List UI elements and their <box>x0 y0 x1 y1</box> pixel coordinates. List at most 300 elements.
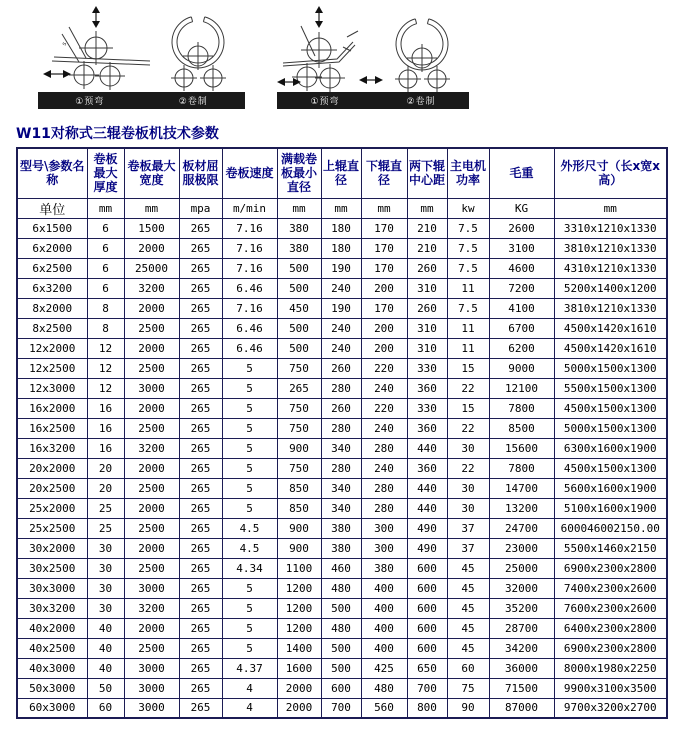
value-cell: 900 <box>277 538 321 558</box>
value-cell: 5 <box>222 398 277 418</box>
value-cell: 45 <box>447 618 489 638</box>
value-cell: 800 <box>407 698 447 718</box>
value-cell: 380 <box>361 558 407 578</box>
value-cell: 9700x3200x2700 <box>554 698 667 718</box>
value-cell: 2500 <box>124 558 179 578</box>
value-cell: 260 <box>321 358 361 378</box>
value-cell: 600 <box>407 598 447 618</box>
plate-lines <box>283 31 358 66</box>
value-cell: 8000x1980x2250 <box>554 658 667 678</box>
model-cell: 40x2500 <box>17 638 87 658</box>
value-cell: 3200 <box>124 438 179 458</box>
value-cell: 265 <box>179 558 222 578</box>
model-cell: 20x2000 <box>17 458 87 478</box>
value-cell: 37 <box>447 518 489 538</box>
value-cell: 600 <box>407 618 447 638</box>
value-cell: 32000 <box>489 578 554 598</box>
value-cell: 3810x1210x1330 <box>554 238 667 258</box>
model-cell: 30x3200 <box>17 598 87 618</box>
value-cell: 260 <box>407 298 447 318</box>
prebend-and-roll-sketch-2 <box>277 4 469 92</box>
model-cell: 12x3000 <box>17 378 87 398</box>
value-cell: 2500 <box>124 318 179 338</box>
value-cell: 265 <box>179 278 222 298</box>
value-cell: 1200 <box>277 618 321 638</box>
value-cell: 75 <box>447 678 489 698</box>
spec-row-30x2500 <box>17 558 667 578</box>
value-cell: 360 <box>407 378 447 398</box>
value-cell: 2000 <box>124 538 179 558</box>
value-cell: 300 <box>361 538 407 558</box>
value-cell: 280 <box>321 418 361 438</box>
value-cell: 700 <box>321 698 361 718</box>
value-cell: 5200x1400x1200 <box>554 278 667 298</box>
value-cell: 3000 <box>124 698 179 718</box>
col-header-4: 板材屈服极限 <box>179 148 222 198</box>
value-cell: 15600 <box>489 438 554 458</box>
vertical-arrow-icon <box>315 6 323 28</box>
units-row <box>17 198 667 218</box>
model-cell: 6x2500 <box>17 258 87 278</box>
value-cell: 11 <box>447 318 489 338</box>
value-cell: 14700 <box>489 478 554 498</box>
value-cell: 4600 <box>489 258 554 278</box>
value-cell: 3000 <box>124 658 179 678</box>
value-cell: 8500 <box>489 418 554 438</box>
value-cell: 330 <box>407 358 447 378</box>
value-cell: 7.16 <box>222 298 277 318</box>
value-cell: 280 <box>361 478 407 498</box>
value-cell: 5600x1600x1900 <box>554 478 667 498</box>
value-cell: 265 <box>179 258 222 278</box>
value-cell: 440 <box>407 438 447 458</box>
col-header-5: 卷板速度 <box>222 148 277 198</box>
model-cell: 25x2000 <box>17 498 87 518</box>
value-cell: 600 <box>321 678 361 698</box>
model-cell: 25x2500 <box>17 518 87 538</box>
value-cell: 34200 <box>489 638 554 658</box>
value-cell: 180 <box>321 238 361 258</box>
value-cell: 260 <box>407 258 447 278</box>
model-cell: 40x3000 <box>17 658 87 678</box>
value-cell: 600 <box>407 558 447 578</box>
value-cell: 12100 <box>489 378 554 398</box>
roll-bending-diagram-2 <box>277 4 469 109</box>
value-cell: 265 <box>179 218 222 238</box>
value-cell: 12 <box>87 338 124 358</box>
value-cell: 400 <box>361 578 407 598</box>
value-cell: 35200 <box>489 598 554 618</box>
value-cell: 4 <box>222 678 277 698</box>
value-cell: 40 <box>87 658 124 678</box>
model-cell: 8x2000 <box>17 298 87 318</box>
horizontal-arrow-right-icon <box>359 76 383 84</box>
spec-row-20x2000 <box>17 458 667 478</box>
value-cell: 7800 <box>489 398 554 418</box>
spec-row-30x2000 <box>17 538 667 558</box>
model-cell: 30x3000 <box>17 578 87 598</box>
value-cell: 170 <box>361 298 407 318</box>
value-cell: mm <box>87 198 124 218</box>
value-cell: 5 <box>222 458 277 478</box>
spec-row-8x2000 <box>17 298 667 318</box>
value-cell: mpa <box>179 198 222 218</box>
value-cell: m/min <box>222 198 277 218</box>
value-cell: 90 <box>447 698 489 718</box>
spec-row-30x3200 <box>17 598 667 618</box>
value-cell: 2000 <box>277 678 321 698</box>
value-cell: 5 <box>222 598 277 618</box>
value-cell: 6700 <box>489 318 554 338</box>
value-cell: 20 <box>87 458 124 478</box>
value-cell: 2500 <box>124 638 179 658</box>
value-cell: mm <box>321 198 361 218</box>
value-cell: 30 <box>447 478 489 498</box>
value-cell: 16 <box>87 398 124 418</box>
value-cell: 8 <box>87 318 124 338</box>
value-cell: KG <box>489 198 554 218</box>
value-cell: 240 <box>361 378 407 398</box>
value-cell: 8 <box>87 298 124 318</box>
value-cell: 750 <box>277 458 321 478</box>
value-cell: 490 <box>407 538 447 558</box>
value-cell: 265 <box>179 618 222 638</box>
col-header-10: 主电机功率 <box>447 148 489 198</box>
value-cell: 265 <box>179 478 222 498</box>
value-cell: 650 <box>407 658 447 678</box>
value-cell: 6 <box>87 278 124 298</box>
value-cell: 340 <box>321 438 361 458</box>
value-cell: 2500 <box>124 478 179 498</box>
value-cell: 280 <box>361 438 407 458</box>
value-cell: 4.37 <box>222 658 277 678</box>
value-cell: 310 <box>407 278 447 298</box>
model-cell: 30x2000 <box>17 538 87 558</box>
value-cell: 7.5 <box>447 238 489 258</box>
model-cell: 6x1500 <box>17 218 87 238</box>
value-cell: 480 <box>321 578 361 598</box>
value-cell: 11 <box>447 278 489 298</box>
value-cell: 850 <box>277 478 321 498</box>
value-cell: 200 <box>361 338 407 358</box>
value-cell: 310 <box>407 338 447 358</box>
model-cell: 30x2500 <box>17 558 87 578</box>
value-cell: 380 <box>321 538 361 558</box>
value-cell: 330 <box>407 398 447 418</box>
value-cell: 2500 <box>124 518 179 538</box>
value-cell: 4.5 <box>222 538 277 558</box>
value-cell: 240 <box>361 418 407 438</box>
value-cell: 200 <box>361 278 407 298</box>
value-cell: 40 <box>87 638 124 658</box>
model-cell: 20x2500 <box>17 478 87 498</box>
value-cell: 6400x2300x2800 <box>554 618 667 638</box>
vertical-arrow-icon <box>92 6 100 28</box>
model-cell: 单位 <box>17 198 87 218</box>
value-cell: 2000 <box>124 298 179 318</box>
value-cell: 2000 <box>124 338 179 358</box>
caption-roll-1: ②卷制 <box>178 97 208 107</box>
model-cell: 6x2000 <box>17 238 87 258</box>
value-cell: 7800 <box>489 458 554 478</box>
value-cell: 900 <box>277 518 321 538</box>
spec-row-6x2000 <box>17 238 667 258</box>
value-cell: 6.46 <box>222 318 277 338</box>
value-cell: 210 <box>407 238 447 258</box>
value-cell: 6900x2300x2800 <box>554 558 667 578</box>
spec-row-20x2500 <box>17 478 667 498</box>
caption-bar-1 <box>38 92 245 109</box>
value-cell: 2000 <box>124 458 179 478</box>
value-cell: 4500x1420x1610 <box>554 338 667 358</box>
value-cell: 25000 <box>489 558 554 578</box>
value-cell: 2600 <box>489 218 554 238</box>
value-cell: 5 <box>222 618 277 638</box>
value-cell: 9900x3100x3500 <box>554 678 667 698</box>
value-cell: 2000 <box>124 498 179 518</box>
value-cell: 480 <box>361 678 407 698</box>
value-cell: 45 <box>447 558 489 578</box>
value-cell: 280 <box>321 378 361 398</box>
col-header-11: 毛重 <box>489 148 554 198</box>
page-title: W11对称式三辊卷板机技术参数 <box>16 126 219 142</box>
value-cell: 210 <box>407 218 447 238</box>
value-cell: 380 <box>321 518 361 538</box>
value-cell: 265 <box>179 358 222 378</box>
col-header-12: 外形尺寸（长x宽x高） <box>554 148 667 198</box>
value-cell: 310 <box>407 318 447 338</box>
value-cell: 265 <box>179 418 222 438</box>
spec-row-12x3000 <box>17 378 667 398</box>
value-cell: 425 <box>361 658 407 678</box>
value-cell: 4 <box>222 698 277 718</box>
value-cell: 190 <box>321 258 361 278</box>
value-cell: 1200 <box>277 598 321 618</box>
value-cell: 265 <box>277 378 321 398</box>
value-cell: 60 <box>447 658 489 678</box>
value-cell: 7.5 <box>447 258 489 278</box>
bottom-rollers <box>69 61 125 90</box>
value-cell: 13200 <box>489 498 554 518</box>
value-cell: 30 <box>447 498 489 518</box>
value-cell: 190 <box>321 298 361 318</box>
col-header-1: 型号\参数名称 <box>17 148 87 198</box>
value-cell: 2000 <box>277 698 321 718</box>
value-cell: 3200 <box>124 278 179 298</box>
value-cell: 560 <box>361 698 407 718</box>
value-cell: 265 <box>179 658 222 678</box>
value-cell: 260 <box>321 398 361 418</box>
value-cell: 5100x1600x1900 <box>554 498 667 518</box>
value-cell: 5000x1500x1300 <box>554 418 667 438</box>
value-cell: 6300x1600x1900 <box>554 438 667 458</box>
value-cell: 24700 <box>489 518 554 538</box>
value-cell: 4100 <box>489 298 554 318</box>
value-cell: 45 <box>447 638 489 658</box>
value-cell: 280 <box>361 498 407 518</box>
value-cell: 16 <box>87 438 124 458</box>
value-cell: 16 <box>87 418 124 438</box>
value-cell: 265 <box>179 698 222 718</box>
col-header-7: 上辊直径 <box>321 148 361 198</box>
value-cell: 240 <box>321 278 361 298</box>
value-cell: 360 <box>407 458 447 478</box>
value-cell: 1500 <box>124 218 179 238</box>
value-cell: 6 <box>87 258 124 278</box>
value-cell: 2500 <box>124 358 179 378</box>
spec-row-6x1500 <box>17 218 667 238</box>
value-cell: 25 <box>87 518 124 538</box>
value-cell: 40 <box>87 618 124 638</box>
model-cell: 50x3000 <box>17 678 87 698</box>
caption-prebend-2: ①预弯 <box>310 97 340 107</box>
value-cell: 1600 <box>277 658 321 678</box>
value-cell: 750 <box>277 418 321 438</box>
value-cell: 30 <box>87 538 124 558</box>
value-cell: 5500x1500x1300 <box>554 378 667 398</box>
value-cell: 5 <box>222 498 277 518</box>
caption-bar-2 <box>277 92 469 109</box>
value-cell: 36000 <box>489 658 554 678</box>
value-cell: 265 <box>179 678 222 698</box>
value-cell: 3200 <box>124 598 179 618</box>
model-cell: 16x3200 <box>17 438 87 458</box>
value-cell: 440 <box>407 498 447 518</box>
value-cell: 440 <box>407 478 447 498</box>
spec-row-25x2500 <box>17 518 667 538</box>
value-cell: 7600x2300x2600 <box>554 598 667 618</box>
bend-angle-guides <box>61 27 86 62</box>
value-cell: 500 <box>277 318 321 338</box>
value-cell: 900 <box>277 438 321 458</box>
spec-row-16x2500 <box>17 418 667 438</box>
value-cell: 50 <box>87 678 124 698</box>
value-cell: 25 <box>87 498 124 518</box>
model-cell: 40x2000 <box>17 618 87 638</box>
value-cell: 265 <box>179 578 222 598</box>
value-cell: 265 <box>179 598 222 618</box>
value-cell: 37 <box>447 538 489 558</box>
model-cell: 60x3000 <box>17 698 87 718</box>
value-cell: 4310x1210x1330 <box>554 258 667 278</box>
value-cell: 22 <box>447 458 489 478</box>
value-cell: 5500x1460x2150 <box>554 538 667 558</box>
value-cell: 200 <box>361 318 407 338</box>
model-cell: 12x2500 <box>17 358 87 378</box>
value-cell: 170 <box>361 238 407 258</box>
value-cell: 600046002150.00 <box>554 518 667 538</box>
value-cell: mm <box>554 198 667 218</box>
caption-prebend-1: ①预弯 <box>75 97 105 107</box>
value-cell: 3000 <box>124 378 179 398</box>
value-cell: 2000 <box>124 618 179 638</box>
value-cell: 7.16 <box>222 258 277 278</box>
value-cell: 4500x1500x1300 <box>554 398 667 418</box>
horizontal-arrow-icon <box>43 70 71 78</box>
value-cell: 4.5 <box>222 518 277 538</box>
value-cell: 460 <box>321 558 361 578</box>
value-cell: 60 <box>87 698 124 718</box>
value-cell: 265 <box>179 458 222 478</box>
value-cell: 4500x1500x1300 <box>554 458 667 478</box>
spec-row-40x3000 <box>17 658 667 678</box>
value-cell: 5 <box>222 478 277 498</box>
value-cell: 7.16 <box>222 238 277 258</box>
value-cell: 5 <box>222 418 277 438</box>
roll-bending-diagram-1 <box>38 4 245 109</box>
value-cell: 265 <box>179 538 222 558</box>
value-cell: 6.46 <box>222 278 277 298</box>
value-cell: 22 <box>447 378 489 398</box>
caption-roll-2: ②卷制 <box>406 97 436 107</box>
value-cell: 400 <box>361 598 407 618</box>
value-cell: 7.5 <box>447 218 489 238</box>
value-cell: mm <box>124 198 179 218</box>
value-cell: 6200 <box>489 338 554 358</box>
col-header-8: 下辊直径 <box>361 148 407 198</box>
value-cell: 1100 <box>277 558 321 578</box>
bend-angle-guides <box>301 26 315 56</box>
value-cell: kw <box>447 198 489 218</box>
value-cell: 240 <box>321 338 361 358</box>
col-header-6: 满载卷板最小直径 <box>277 148 321 198</box>
value-cell: 30 <box>87 578 124 598</box>
value-cell: 3000 <box>124 678 179 698</box>
value-cell: 4.34 <box>222 558 277 578</box>
value-cell: 30 <box>447 438 489 458</box>
value-cell: 170 <box>361 218 407 238</box>
value-cell: 71500 <box>489 678 554 698</box>
value-cell: mm <box>361 198 407 218</box>
value-cell: 6 <box>87 218 124 238</box>
value-cell: 265 <box>179 338 222 358</box>
value-cell: 220 <box>361 398 407 418</box>
table-header-row <box>17 148 667 198</box>
value-cell: 380 <box>277 218 321 238</box>
value-cell: 7400x2300x2600 <box>554 578 667 598</box>
value-cell: 265 <box>179 498 222 518</box>
value-cell: 500 <box>321 658 361 678</box>
value-cell: 12 <box>87 358 124 378</box>
value-cell: 9000 <box>489 358 554 378</box>
value-cell: 265 <box>179 318 222 338</box>
value-cell: 500 <box>277 338 321 358</box>
value-cell: 400 <box>361 638 407 658</box>
value-cell: 30 <box>87 598 124 618</box>
value-cell: 280 <box>321 458 361 478</box>
value-cell: 28700 <box>489 618 554 638</box>
diagrams-row <box>16 4 685 109</box>
value-cell: 7.5 <box>447 298 489 318</box>
value-cell: 30 <box>87 558 124 578</box>
value-cell: 23000 <box>489 538 554 558</box>
value-cell: 480 <box>321 618 361 638</box>
spec-row-12x2000 <box>17 338 667 358</box>
value-cell: 12 <box>87 378 124 398</box>
value-cell: 5 <box>222 378 277 398</box>
model-cell: 16x2000 <box>17 398 87 418</box>
value-cell: 11 <box>447 338 489 358</box>
spec-row-30x3000 <box>17 578 667 598</box>
value-cell: 45 <box>447 598 489 618</box>
spec-row-60x3000 <box>17 698 667 718</box>
value-cell: 87000 <box>489 698 554 718</box>
value-cell: 2000 <box>124 398 179 418</box>
top-roller <box>79 31 113 65</box>
value-cell: 750 <box>277 398 321 418</box>
value-cell: 5 <box>222 358 277 378</box>
spec-row-40x2500 <box>17 638 667 658</box>
